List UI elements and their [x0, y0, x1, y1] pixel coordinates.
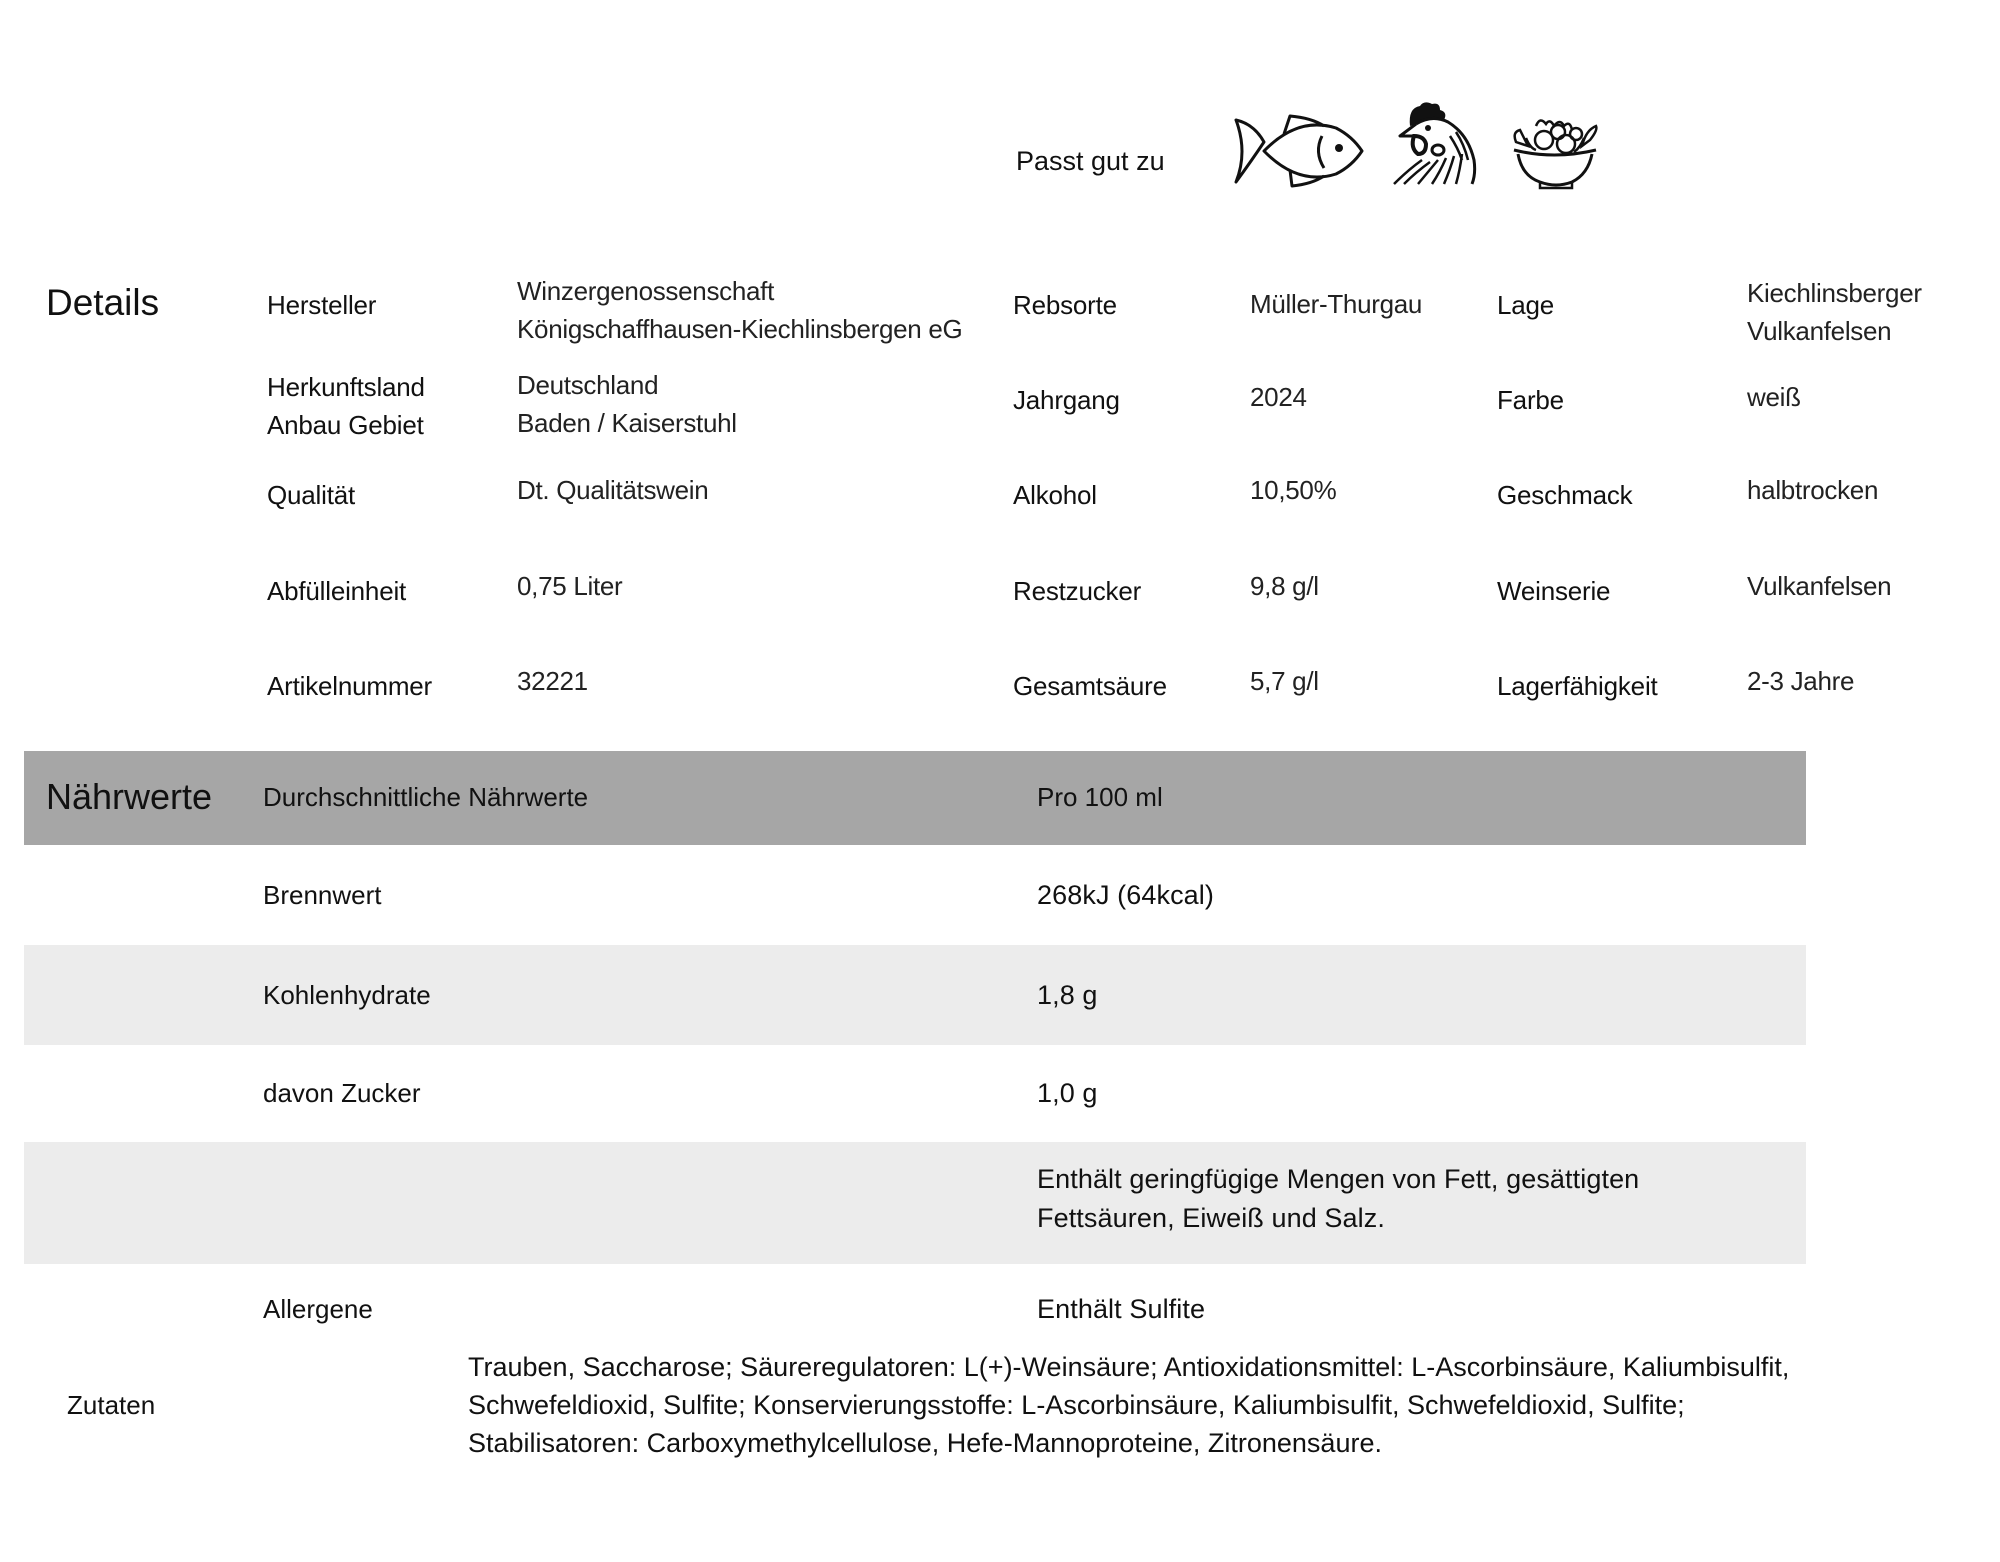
pairing-label: Passt gut zu [1016, 146, 1165, 176]
detail-value-hersteller [517, 272, 962, 348]
detail-value-geschmack: halbtrocken [1747, 475, 1879, 505]
allergens-label: Allergene [263, 1294, 373, 1324]
ingredients-line: Trauben, Saccharose; Säureregulatoren: L(+)-Weinsäure; Antioxidationsmittel: L-Ascorbinsäure, Kaliumbisulfit, [468, 1352, 1790, 1382]
nutrition-title: Nährwerte [46, 776, 213, 817]
detail-label-abfuelleinheit: Abfülleinheit [267, 576, 407, 606]
detail-value-lage [1747, 274, 1922, 350]
ingredients-line: Stabilisatoren: Carboxymethylcellulose, Hefe-Mannoproteine, Zitronensäure. [468, 1428, 1382, 1458]
ingredients-line: Schwefeldioxid, Sulfite; Konservierungsstoffe: L-Ascorbinsäure, Kaliumbisulfit, Schwefeldioxid, Sulfite; [468, 1390, 1685, 1420]
ingredients-text [468, 1348, 1988, 1462]
detail-value-jahrgang: 2024 [1250, 382, 1307, 412]
detail-label-herkunft [267, 368, 425, 444]
allergens-value: Enthält Sulfite [1037, 1294, 1206, 1324]
chicken-icon [1392, 100, 1480, 186]
detail-value-weinserie: Vulkanfelsen [1747, 571, 1892, 601]
detail-label-hersteller: Hersteller [267, 290, 377, 320]
detail-label-artikelnummer: Artikelnummer [267, 671, 432, 701]
value-line: Königschaffhausen-Kiechlinsbergen eG [517, 314, 963, 344]
fish-icon [1232, 112, 1364, 190]
nutrition-row-value: 268kJ (64kcal) [1037, 880, 1214, 910]
value-line: Kiechlinsberger [1747, 278, 1922, 308]
nutrition-header-label: Durchschnittliche Nährwerte [263, 782, 589, 812]
ingredients-label: Zutaten [67, 1390, 156, 1420]
detail-label-lagerfaehigkeit: Lagerfähigkeit [1497, 671, 1658, 701]
detail-label-farbe: Farbe [1497, 385, 1564, 415]
detail-value-herkunft [517, 366, 737, 442]
detail-value-gesamtsaeure: 5,7 g/l [1250, 666, 1319, 696]
value-line: Winzergenossenschaft [517, 276, 775, 306]
nutrition-note [1037, 1160, 1639, 1238]
label-line: Herkunftsland [267, 372, 425, 402]
detail-label-gesamtsaeure: Gesamtsäure [1013, 671, 1167, 701]
detail-label-weinserie: Weinserie [1497, 576, 1611, 606]
detail-value-farbe: weiß [1747, 382, 1801, 412]
detail-label-restzucker: Restzucker [1013, 576, 1142, 606]
value-line: Baden / Kaiserstuhl [517, 408, 737, 438]
detail-value-artikelnummer: 32221 [517, 666, 588, 696]
nutrition-row-label: davon Zucker [263, 1078, 421, 1108]
detail-value-lagerfaehigkeit: 2-3 Jahre [1747, 666, 1855, 696]
detail-label-jahrgang: Jahrgang [1013, 385, 1120, 415]
detail-label-geschmack: Geschmack [1497, 480, 1633, 510]
detail-label-rebsorte: Rebsorte [1013, 290, 1117, 320]
detail-label-alkohol: Alkohol [1013, 480, 1097, 510]
detail-value-rebsorte: Müller-Thurgau [1250, 289, 1423, 319]
value-line: Vulkanfelsen [1747, 316, 1892, 346]
nutrition-row-value: 1,0 g [1037, 1078, 1098, 1108]
detail-value-restzucker: 9,8 g/l [1250, 571, 1319, 601]
nutrition-row-value: 1,8 g [1037, 980, 1098, 1010]
value-line: Deutschland [517, 370, 659, 400]
detail-value-alkohol: 10,50% [1250, 475, 1337, 505]
note-line: Enthält geringfügige Mengen von Fett, gesättigten [1037, 1164, 1640, 1194]
detail-value-qualitaet: Dt. Qualitätswein [517, 475, 709, 505]
detail-label-lage: Lage [1497, 290, 1555, 320]
nutrition-row-label: Kohlenhydrate [263, 980, 431, 1010]
detail-label-qualitaet: Qualität [267, 480, 356, 510]
note-line: Fettsäuren, Eiweiß und Salz. [1037, 1203, 1385, 1233]
details-title: Details [46, 282, 160, 323]
salad-bowl-icon [1510, 116, 1600, 190]
nutrition-header-value: Pro 100 ml [1037, 782, 1163, 812]
label-line: Anbau Gebiet [267, 410, 424, 440]
detail-value-abfuelleinheit: 0,75 Liter [517, 571, 623, 601]
nutrition-row-label: Brennwert [263, 880, 382, 910]
